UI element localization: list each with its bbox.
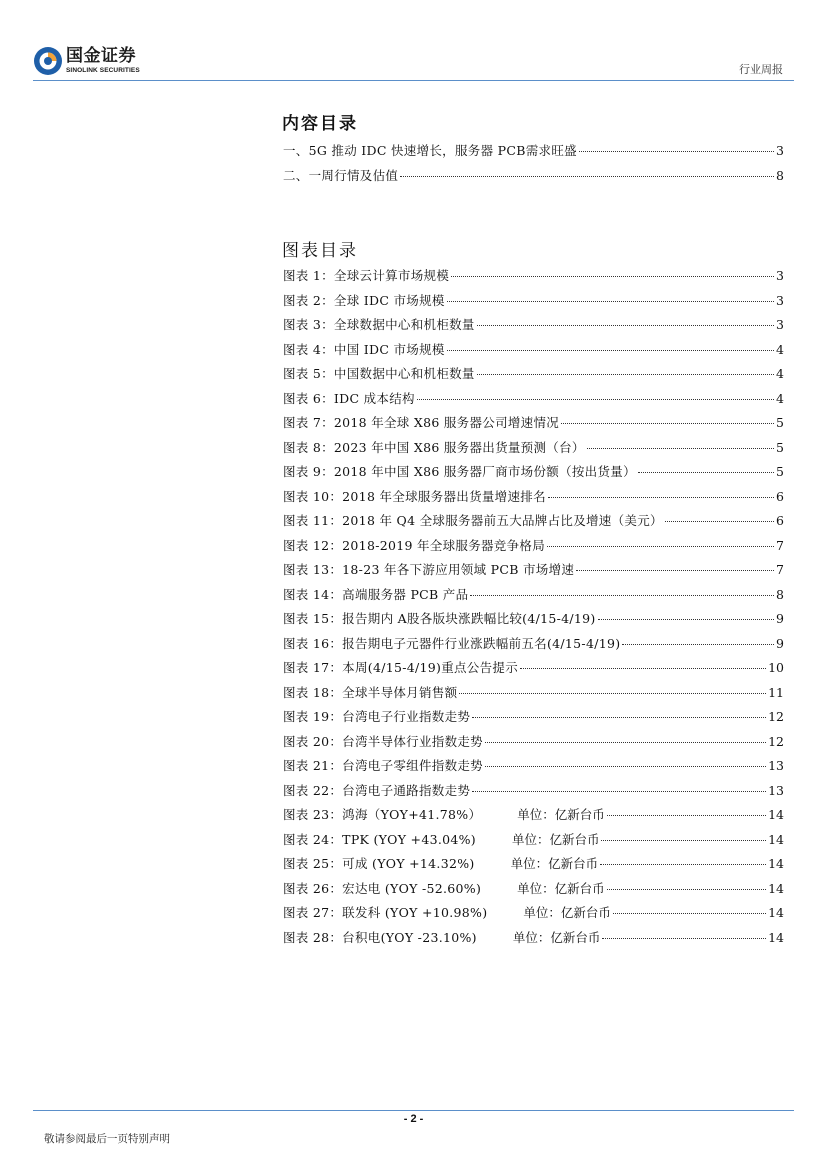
- figure-entry-page: 10: [768, 660, 784, 675]
- figures-title: 图表目录: [282, 241, 358, 261]
- toc-entry-label: 一、5G 推动 IDC 快速增长，服务器 PCB需求旺盛: [283, 143, 577, 158]
- figure-entry-page: 13: [768, 758, 784, 773]
- figure-entry[interactable]: [283, 511, 784, 536]
- figure-entry-unit: 单位：亿新台币: [517, 807, 605, 822]
- figure-entry[interactable]: [283, 903, 784, 928]
- toc-entry[interactable]: [283, 141, 784, 166]
- company-logo: [33, 46, 140, 76]
- figure-entry-page: 14: [768, 807, 784, 822]
- figure-entry[interactable]: [283, 413, 784, 438]
- dot-leader: [477, 374, 774, 375]
- figure-entry-label: 图表 5：中国数据中心和机柜数量: [283, 366, 475, 381]
- figure-entry-label: 图表 6：IDC 成本结构: [283, 390, 415, 406]
- dot-leader: [598, 619, 774, 620]
- figure-entry[interactable]: [283, 291, 784, 316]
- figure-entry[interactable]: [283, 658, 784, 683]
- figure-entry[interactable]: [283, 707, 784, 732]
- toc-title: 内容目录: [282, 114, 358, 134]
- figure-entry-label: 图表 11：2018 年 Q4 全球服务器前五大品牌占比及增速（美元）: [283, 513, 663, 528]
- figure-entry-label: 图表 18：全球半导体月销售额: [283, 684, 458, 700]
- figure-entry-page: 5: [776, 464, 784, 479]
- dot-leader: [602, 938, 766, 939]
- figure-entry-label: 图表 2：全球 IDC 市场规模: [283, 292, 445, 308]
- figure-entry-page: 13: [768, 782, 784, 798]
- figure-entry-page: 5: [776, 415, 784, 430]
- figure-entry[interactable]: [283, 462, 784, 487]
- figure-entry-label: 图表 27：联发科 (YOY +10.98%): [283, 905, 488, 920]
- toc-list: [283, 141, 784, 190]
- figure-entry-page: 3: [776, 317, 784, 332]
- figure-entry[interactable]: [283, 854, 784, 879]
- figures-list: [283, 266, 784, 952]
- figure-entry[interactable]: [283, 266, 784, 291]
- figure-entry-label: 图表 19：台湾电子行业指数走势: [283, 709, 471, 724]
- figure-entry[interactable]: [283, 340, 784, 365]
- figure-entry-label: 图表 10：2018 年全球服务器出货量增速排名: [283, 488, 546, 504]
- figure-entry-page: 14: [768, 856, 784, 871]
- figure-entry-label: 图表 12：2018-2019 年全球服务器竞争格局: [283, 537, 545, 553]
- figure-entry[interactable]: [283, 364, 784, 389]
- sinolink-logo-icon: [33, 46, 63, 76]
- dot-leader: [485, 766, 766, 767]
- dot-leader: [417, 399, 774, 400]
- figure-entry-page: 14: [768, 831, 784, 847]
- brand-name-cn: 国金证券: [66, 45, 136, 66]
- figure-entry[interactable]: [283, 536, 784, 561]
- dot-leader: [472, 717, 766, 718]
- dot-leader: [601, 840, 766, 841]
- dot-leader: [470, 595, 774, 596]
- page-header: [0, 0, 827, 82]
- dot-leader: [520, 668, 766, 669]
- figure-entry[interactable]: [283, 315, 784, 340]
- figure-entry-unit: 单位：亿新台币: [517, 880, 605, 896]
- figure-entry[interactable]: [283, 683, 784, 708]
- dot-leader: [600, 864, 766, 865]
- figure-entry-label: 图表 22：台湾电子通路指数走势: [283, 782, 471, 798]
- dot-leader: [485, 742, 766, 743]
- dot-leader: [622, 644, 774, 645]
- figure-entry-label: 图表 28：台积电(YOY -23.10%): [283, 929, 477, 945]
- figure-entry-page: 14: [768, 905, 784, 920]
- figure-entry-page: 3: [776, 292, 784, 308]
- dot-leader: [548, 497, 774, 498]
- dot-leader: [576, 570, 774, 571]
- figure-entry-page: 6: [776, 513, 784, 528]
- toc-entry-page: 3: [776, 143, 784, 158]
- figure-entry[interactable]: [283, 438, 784, 463]
- figure-entry-page: 9: [776, 635, 784, 651]
- figure-entry[interactable]: [283, 928, 784, 953]
- figure-entry[interactable]: [283, 389, 784, 414]
- figure-entry[interactable]: [283, 805, 784, 830]
- figure-entry[interactable]: [283, 634, 784, 659]
- figure-entry-page: 6: [776, 488, 784, 504]
- figure-entry-label: 图表 24：TPK (YOY +43.04%): [283, 831, 476, 847]
- dot-leader: [451, 276, 774, 277]
- figure-entry-page: 4: [776, 390, 784, 406]
- brand-name-en: SINOLINK SECURITIES: [66, 66, 140, 74]
- header-divider: [33, 80, 794, 81]
- figure-entry[interactable]: [283, 585, 784, 610]
- figure-entry[interactable]: [283, 487, 784, 512]
- page-number: - 2 -: [403, 1113, 424, 1125]
- figure-entry-page: 4: [776, 341, 784, 357]
- footer-divider: [33, 1110, 794, 1111]
- figure-entry[interactable]: [283, 560, 784, 585]
- figure-entry-unit: 单位：亿新台币: [512, 929, 601, 945]
- figure-entry-label: 图表 25：可成 (YOY +14.32%): [283, 856, 475, 871]
- dot-leader: [638, 472, 774, 473]
- figure-entry-page: 7: [776, 562, 784, 577]
- dot-leader: [587, 448, 774, 449]
- figure-entry-label: 图表 7：2018 年全球 X86 服务器公司增速情况: [283, 415, 560, 430]
- figure-entry-label: 图表 21：台湾电子零组件指数走势: [283, 758, 483, 773]
- figure-entry[interactable]: [283, 732, 784, 757]
- figure-entry-label: 图表 26：宏达电 (YOY -52.60%): [283, 880, 482, 896]
- report-type: 行业周报: [739, 63, 783, 76]
- figure-entry-page: 12: [768, 709, 784, 724]
- figure-entry-page: 14: [768, 929, 784, 945]
- figure-entry-label: 图表 1：全球云计算市场规模: [283, 268, 450, 283]
- figure-entry-label: 图表 23：鸿海（YOY+41.78%）: [283, 807, 482, 822]
- figure-entry-page: 12: [768, 733, 784, 749]
- dot-leader: [472, 791, 766, 792]
- figure-entry-page: 7: [776, 537, 784, 553]
- figure-entry[interactable]: [283, 879, 784, 904]
- figure-entry-unit: 单位：亿新台币: [523, 905, 611, 920]
- figure-entry[interactable]: [283, 609, 784, 634]
- figure-entry-label: 图表 4：中国 IDC 市场规模: [283, 341, 445, 357]
- dot-leader: [447, 301, 774, 302]
- figure-entry[interactable]: [283, 756, 784, 781]
- figure-entry-label: 图表 20：台湾半导体行业指数走势: [283, 733, 483, 749]
- dot-leader: [459, 693, 766, 694]
- disclaimer: 敬请参阅最后一页特别声明: [44, 1133, 170, 1145]
- figure-entry-page: 4: [776, 366, 784, 381]
- figure-entry-label: 图表 16：报告期电子元器件行业涨跌幅前五名(4/15-4/19): [283, 635, 621, 651]
- toc-entry[interactable]: [283, 166, 784, 191]
- dot-leader: [400, 176, 774, 177]
- dot-leader: [561, 423, 774, 424]
- figure-entry-page: 14: [768, 880, 784, 896]
- figure-entry-page: 5: [776, 439, 784, 455]
- dot-leader: [613, 913, 766, 914]
- dot-leader: [547, 546, 774, 547]
- figure-entry[interactable]: [283, 781, 784, 806]
- figure-entry-unit: 单位：亿新台币: [511, 831, 600, 847]
- figure-entry-label: 图表 15：报告期内 A股各版块涨跌幅比较(4/15-4/19): [283, 611, 596, 626]
- toc-entry-page: 8: [776, 167, 784, 183]
- toc-entry-label: 二、一周行情及估值: [283, 167, 399, 183]
- figure-entry-label: 图表 8：2023 年中国 X86 服务器出货量预测（台）: [283, 439, 585, 455]
- dot-leader: [607, 815, 766, 816]
- figure-entry-page: 8: [776, 586, 784, 602]
- figure-entry-page: 11: [768, 684, 784, 700]
- dot-leader: [579, 151, 774, 152]
- figure-entry-page: 9: [776, 611, 784, 626]
- dot-leader: [477, 325, 774, 326]
- dot-leader: [665, 521, 774, 522]
- figure-entry-label: 图表 17：本周(4/15-4/19)重点公告提示: [283, 660, 518, 675]
- figure-entry-label: 图表 13：18-23 年各下游应用领域 PCB 市场增速: [283, 562, 575, 577]
- figure-entry-label: 图表 9：2018 年中国 X86 服务器厂商市场份额（按出货量）: [283, 464, 636, 479]
- dot-leader: [607, 889, 766, 890]
- figure-entry[interactable]: [283, 830, 784, 855]
- figure-entry-label: 图表 3：全球数据中心和机柜数量: [283, 317, 475, 332]
- figure-entry-page: 3: [776, 268, 784, 283]
- dot-leader: [447, 350, 774, 351]
- figure-entry-unit: 单位：亿新台币: [510, 856, 599, 871]
- figure-entry-label: 图表 14：高端服务器 PCB 产品: [283, 586, 469, 602]
